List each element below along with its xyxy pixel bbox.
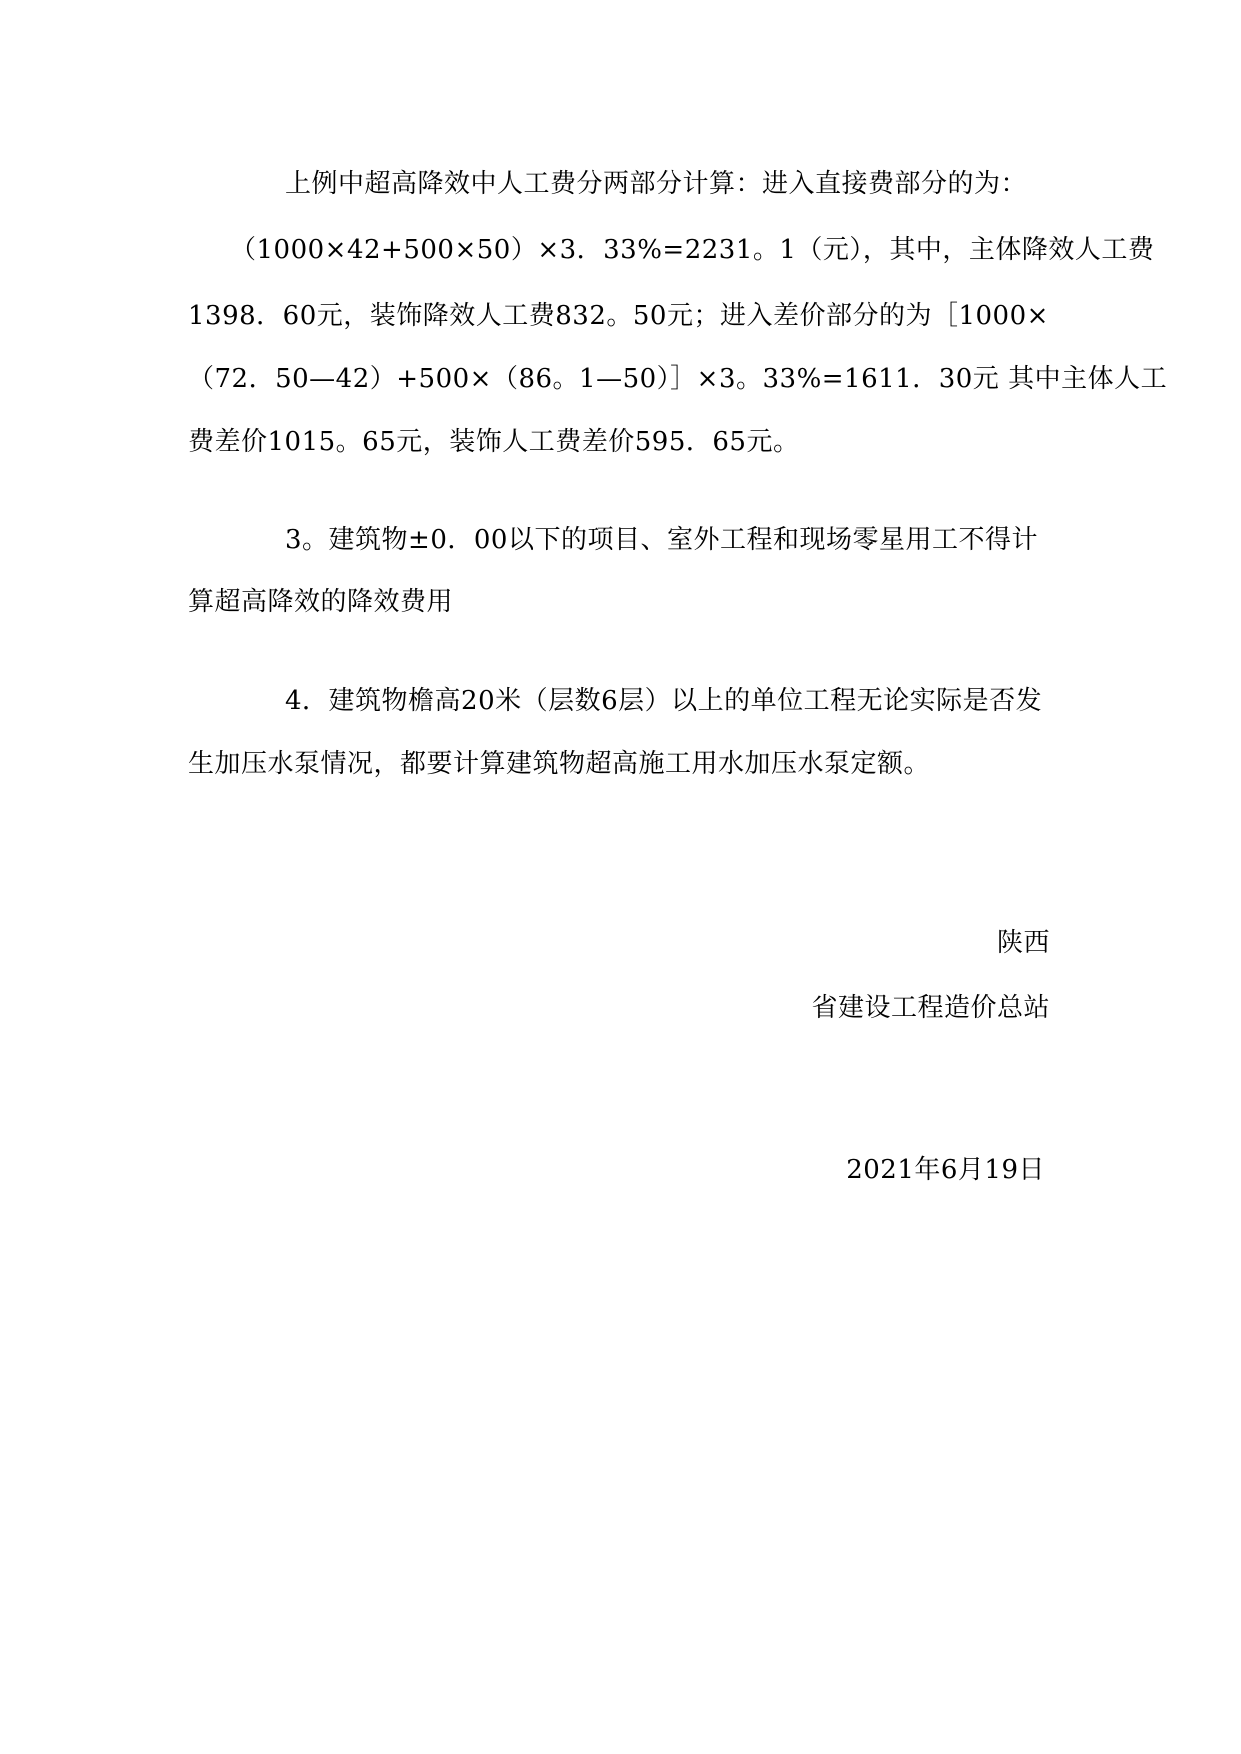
paragraph-1-line-4: （72．50—42）+500×（86。1—50）］×3。33%=1611．30元 其中主体人工 — [188, 364, 1168, 394]
paragraph-3-line-2: 算超高降效的降效费用 — [188, 587, 454, 617]
signature-line-2: 省建设工程造价总站 — [811, 993, 1050, 1023]
paragraph-4-line-1: 4．建筑物檐高20米（层数6层）以上的单位工程无论实际是否发 — [285, 686, 1043, 716]
paragraph-1-line-2: （1000×42+500×50）×3．33%=2231。1（元），其中，主体降效人工费 — [230, 235, 1155, 265]
paragraph-1-line-1: 上例中超高降效中人工费分两部分计算：进入直接费部分的为： — [285, 169, 1028, 199]
paragraph-4-line-2: 生加压水泵情况，都要计算建筑物超高施工用水加压水泵定额。 — [188, 749, 931, 779]
document-date: 2021年6月19日 — [846, 1155, 1045, 1185]
paragraph-1-line-3: 1398．60元，装饰降效人工费832。50元；进入差价部分的为［1000× — [188, 301, 1049, 331]
paragraph-3-line-1: 3。建筑物±0．00以下的项目、室外工程和现场零星用工不得计 — [285, 525, 1038, 555]
paragraph-1-line-5: 费差价1015。65元，装饰人工费差价595．65元。 — [188, 427, 800, 457]
signature-line-1: 陕西 — [996, 928, 1050, 958]
